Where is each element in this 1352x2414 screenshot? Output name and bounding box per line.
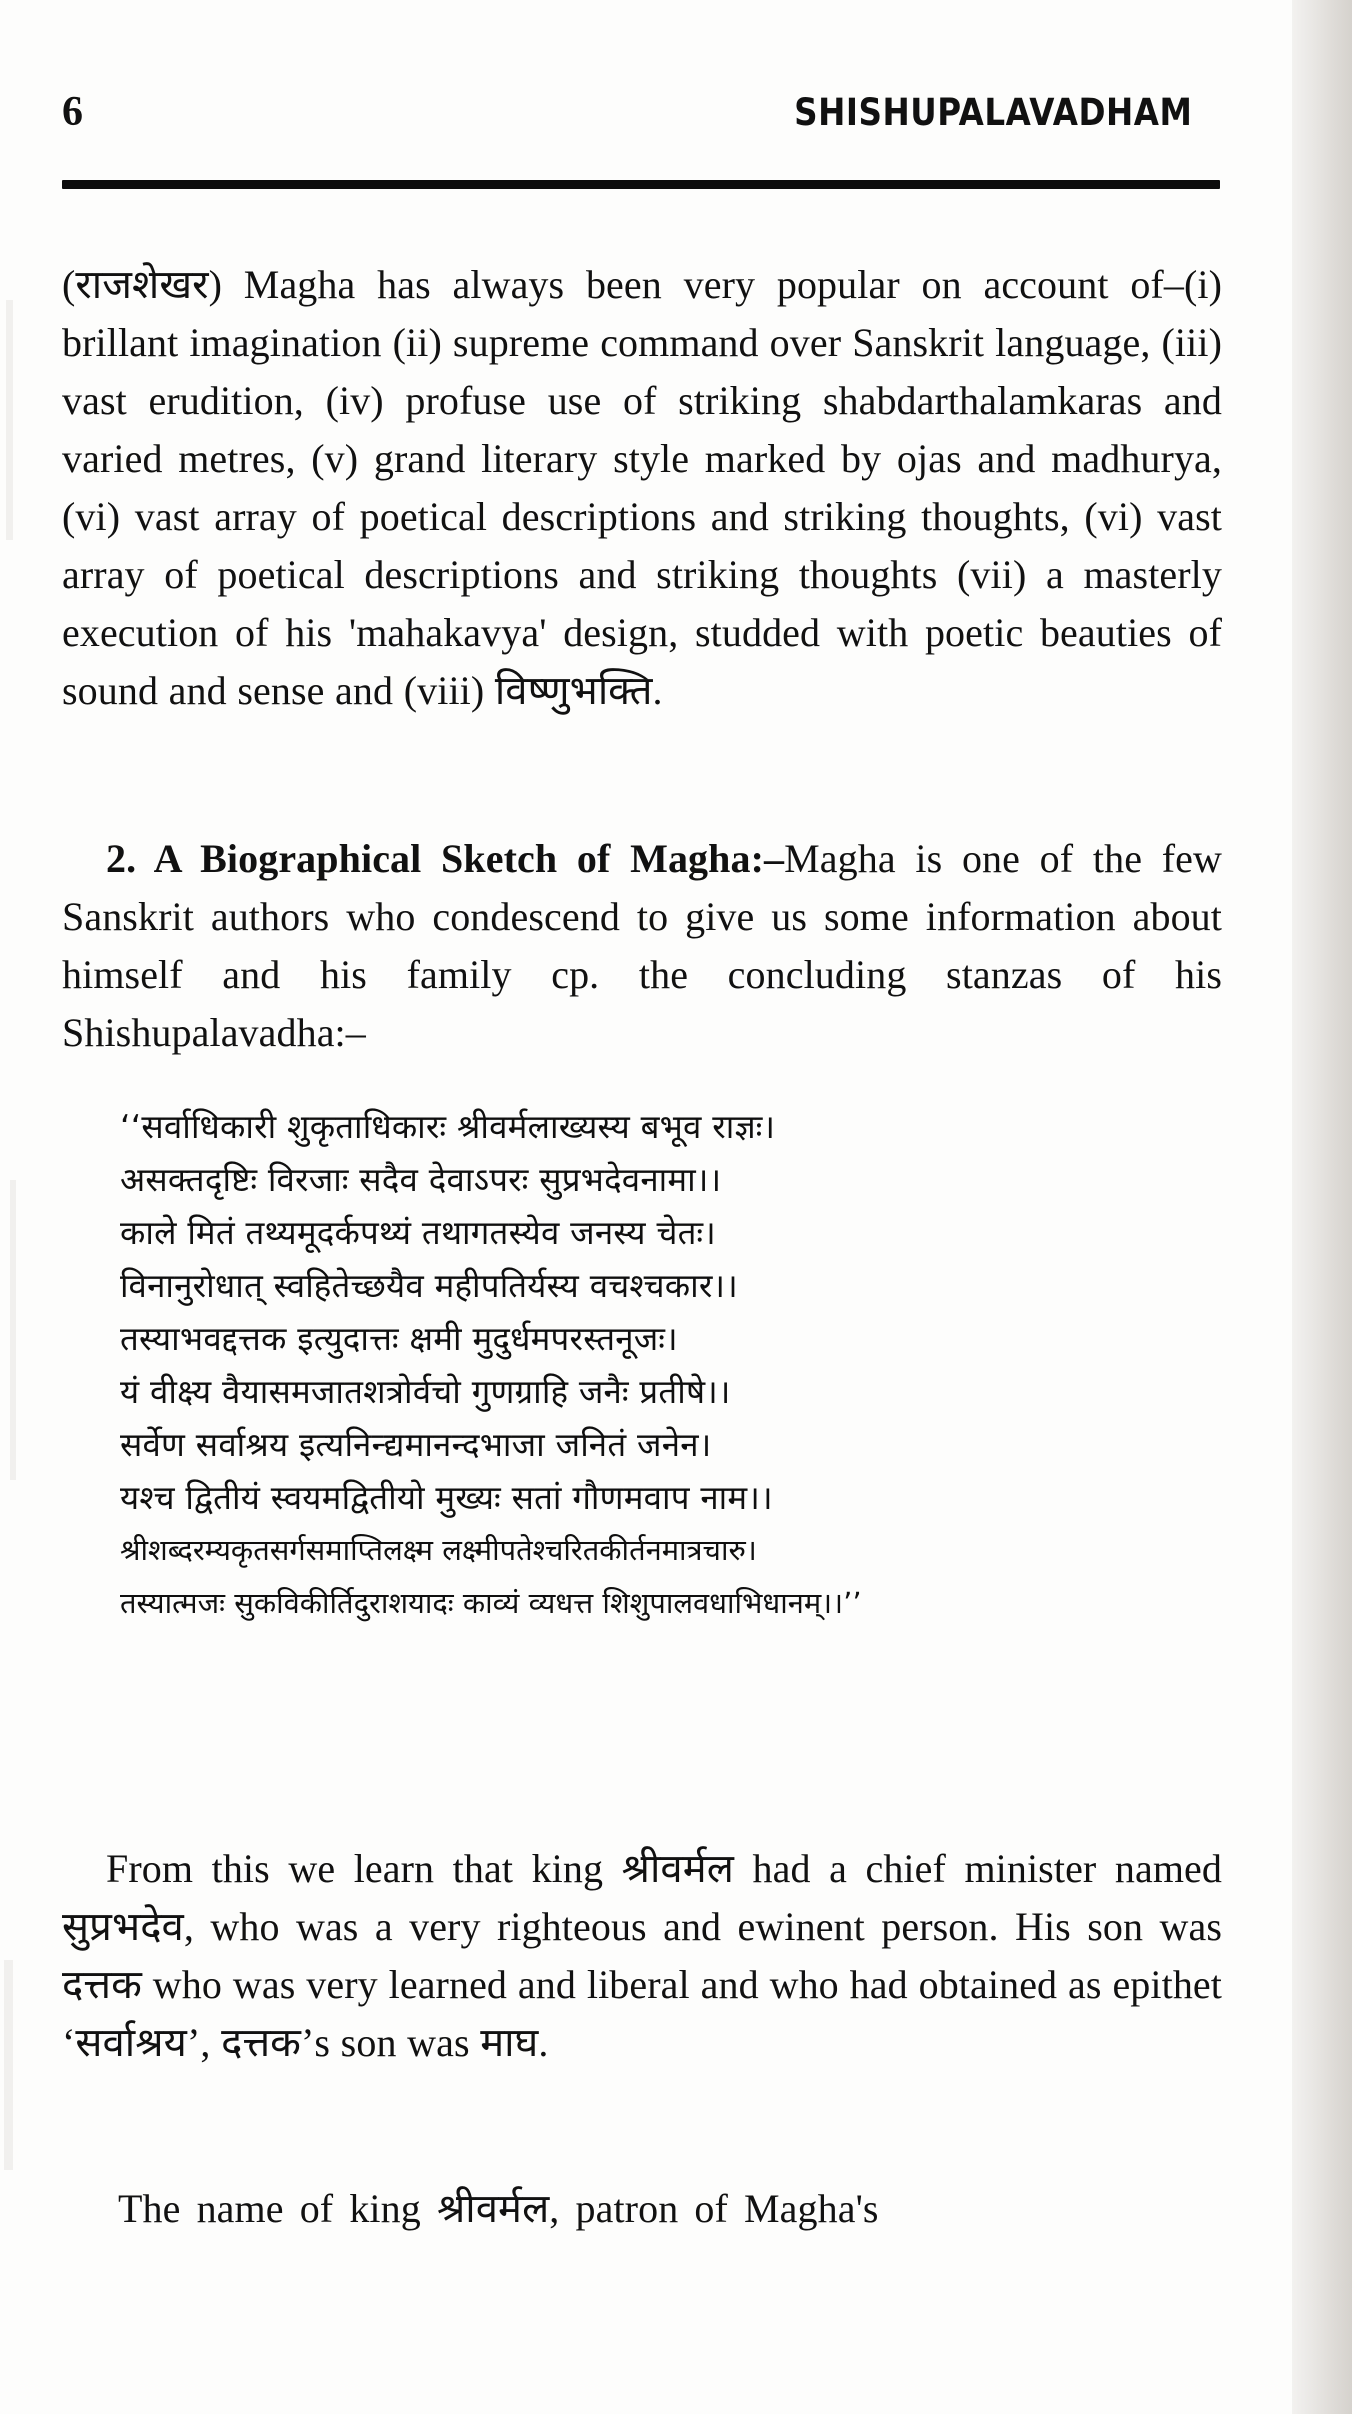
page-number: 6 [62,89,84,135]
page-header [62,88,1220,136]
verse-line: विनानुरोधात् स्वहितेच्छयैव महीपतिर्यस्य वचश्चकार।। [120,1266,738,1305]
scan-gutter [1292,0,1352,2414]
verse-line: तस्यात्मजः सुकविकीर्तिदुराशयादः काव्यं व्यधत्त शिशुपालवधाभिधानम्।।’’ [120,1586,862,1620]
verse-line: सर्वेण सर्वाश्रय इत्यनिन्द्यमानन्दभाजा जनितं जनेन। [120,1425,712,1464]
paragraph-intro: (राजशेखर) Magha has always been very popular on account of–(i) brillant imagination (ii) supreme command over Sanskrit language, (iii) vast erudition, (iv) profuse use of striking shabdarthalamkaras and varied metres, (v) grand literary style marked by ojas and madhurya, (vi) vast array of poetical descriptions and striking thoughts, (vi) vast array of poetical descriptions and striking thoughts (vii) a masterly execution of his 'mahakavya' design, studded with poetic beauties of sound and sense and (viii) विष्णुभक्ति. [62,262,1222,713]
verse-line: तस्याभवद्दत्तक इत्युदात्तः क्षमी मुदुर्धमपरस्तनूजः। [120,1319,678,1358]
verse-line: यश्च द्वितीयं स्वयमद्वितीयो मुख्यः सतां गौणमवाप नाम।। [120,1478,773,1517]
section-heading: 2. A Biographical Sketch of Magha:– [106,836,785,881]
verse-line: ‘‘सर्वाधिकारी शुकृताधिकारः श्रीवर्मलाख्यस्य बभूव राज्ञः। [120,1107,776,1146]
header-rule [62,180,1220,189]
verse-line: काले मितं तथ्यमूदर्कपथ्यं तथागतस्येव जनस्य चेतः। [120,1213,716,1252]
paragraph-after-verse: From this we learn that king श्रीवर्मल had a chief minister named सुप्रभदेव, who was a very righteous and ewinent person. His son was दत्तक who was very learned and liberal and who had obtained as epithet ‘सर्वाश्रय’, दत्तक’s son was माघ. [62,1846,1222,2065]
paragraph-final-text: The name of king श्रीवर्मल, patron of Magha's [118,2186,879,2231]
section-body-text: Magha is one of the few Sanskrit authors who condescend to give us some information about himself and his family cp. the concluding stanzas of his Shishupalavadha:– [62,836,1222,1055]
sanskrit-verse-block [120,1100,1250,1630]
verse-line: श्रीशब्दरम्यकृतसर्गसमाप्तिलक्ष्म लक्ष्मीपतेश्चरितकीर्तनमात्रचारु। [120,1533,757,1567]
paragraph-final [62,2180,1222,2238]
running-title: SHISHUPALAVADHAM [794,91,1193,134]
paragraph-section-biographical-sketch [62,830,1222,1062]
verse-line: यं वीक्ष्य वैयासमजातशत्रोर्वचो गुणग्राहि जनैः प्रतीषे।। [120,1372,731,1411]
verse-line: असक्तदृष्टिः विरजाः सदैव देवाऽपरः सुप्रभदेवनामा।। [120,1160,722,1199]
